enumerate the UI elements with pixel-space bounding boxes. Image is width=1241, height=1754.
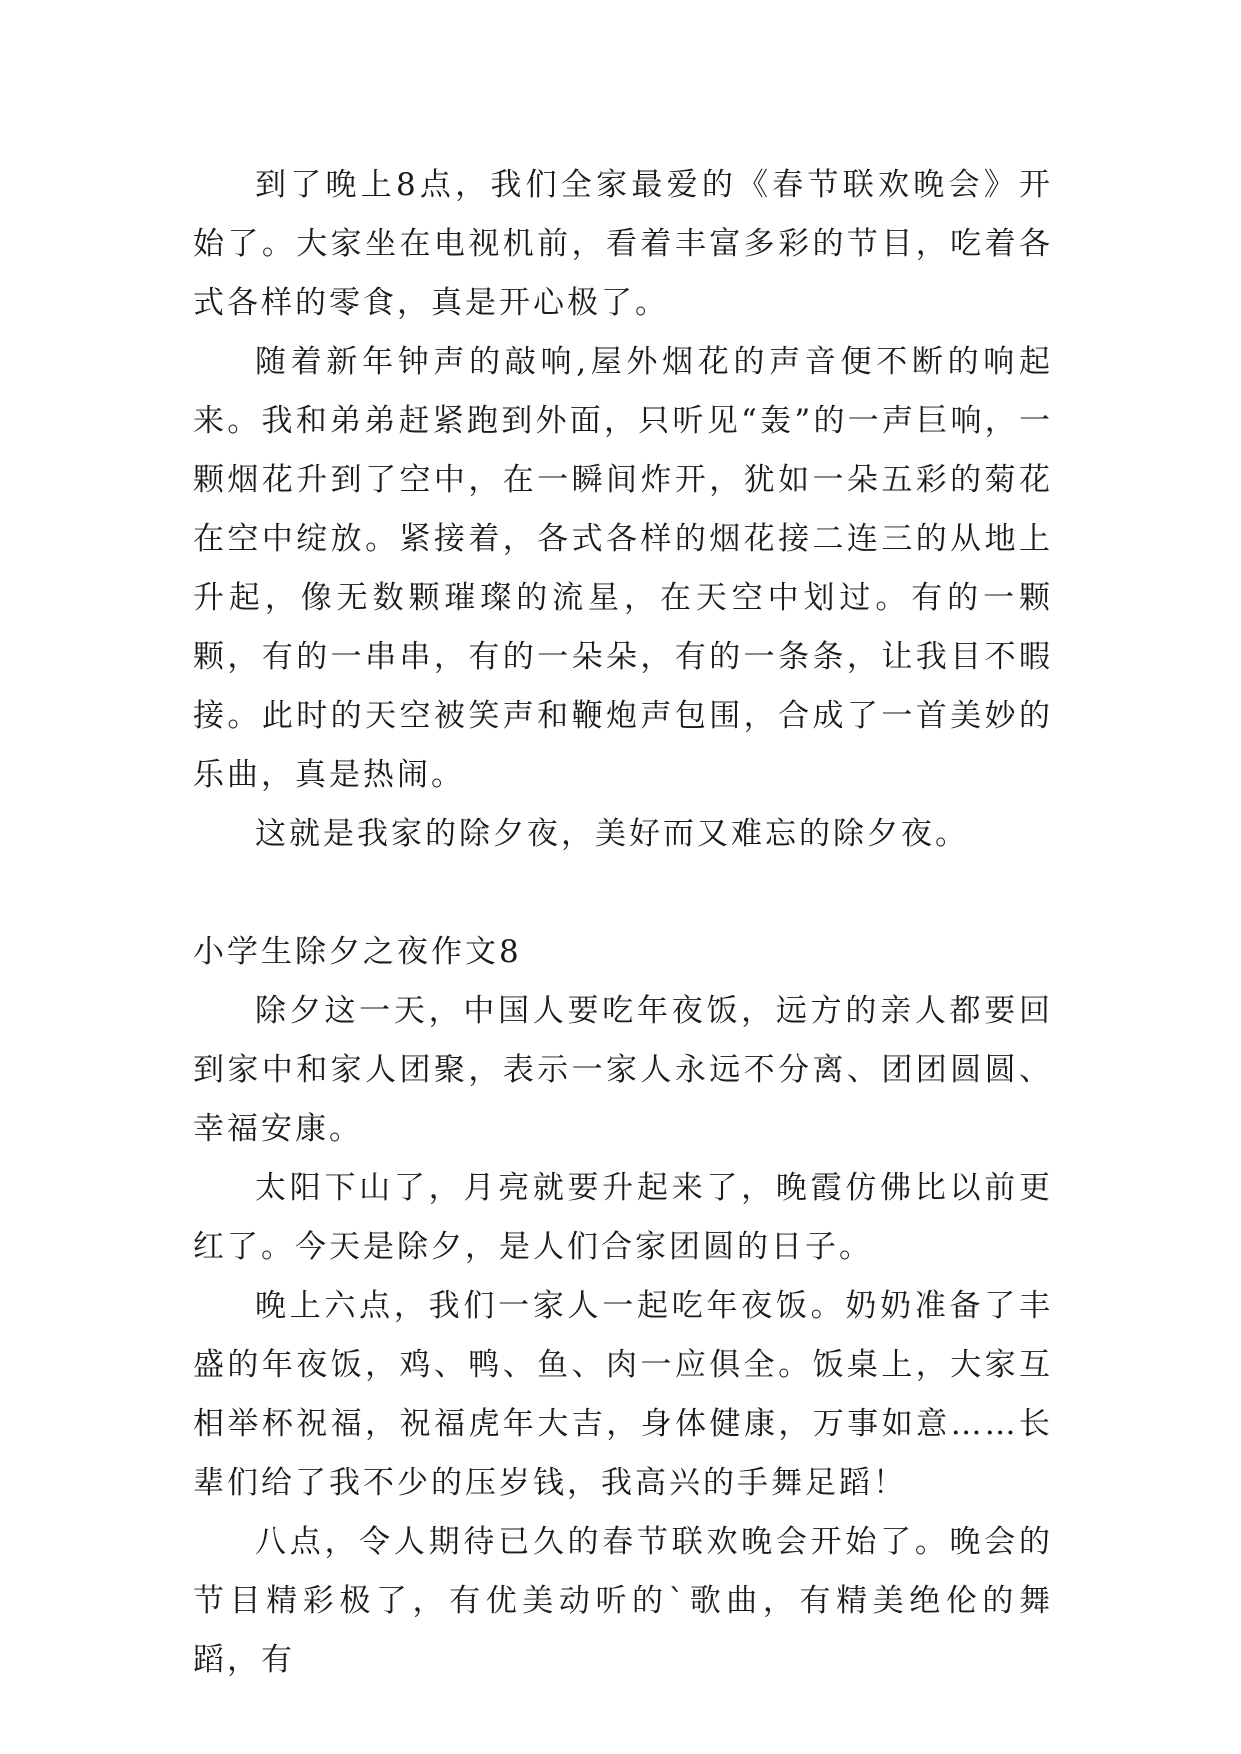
paragraph-sunset: 太阳下山了，月亮就要升起来了，晚霞仿佛比以前更红了。今天是除夕，是人们合家团圆的日子。 bbox=[193, 1170, 1053, 1265]
document-body bbox=[193, 156, 1053, 1690]
paragraph-six-oclock-dinner: 晚上六点，我们一家人一起吃年夜饭。奶奶准备了丰盛的年夜饭，鸡、鸭、鱼、肉一应俱全。饭桌上，大家互相举杯祝福，祝福虎年大吉，身体健康，万事如意……长辈们给了我不少的压岁钱，我高兴的手舞足蹈！ bbox=[193, 1288, 1053, 1501]
paragraph-eight-oclock-gala: 八点，令人期待已久的春节联欢晚会开始了。晚会的节目精彩极了，有优美动听的`歌曲，有精美绝伦的舞蹈，有 bbox=[193, 1524, 1053, 1678]
paragraph-reunion-dinner-intro: 除夕这一天，中国人要吃年夜饭，远方的亲人都要回到家中和家人团聚，表示一家人永远不分离、团团圆圆、幸福安康。 bbox=[193, 993, 1053, 1147]
section-title: 小学生除夕之夜作文8 bbox=[193, 934, 522, 970]
paragraph-fireworks: 随着新年钟声的敲响,屋外烟花的声音便不断的响起来。我和弟弟赶紧跑到外面，只听见“轰”的一声巨响，一颗烟花升到了空中，在一瞬间炸开，犹如一朵五彩的菊花在空中绽放。紧接着，各式各样的烟花接二连三的从地上升起，像无数颗璀璨的流星，在天空中划过。有的一颗颗，有的一串串，有的一朵朵，有的一条条，让我目不暇接。此时的天空被笑声和鞭炮声包围，合成了一首美妙的乐曲，真是热闹。 bbox=[193, 344, 1053, 793]
paragraph-conclusion: 这就是我家的除夕夜，美好而又难忘的除夕夜。 bbox=[255, 816, 969, 852]
paragraph-spring-festival-gala: 到了晚上8点，我们全家最爱的《春节联欢晚会》开始了。大家坐在电视机前，看着丰富多彩的节目，吃着各式各样的零食，真是开心极了。 bbox=[193, 167, 1053, 321]
